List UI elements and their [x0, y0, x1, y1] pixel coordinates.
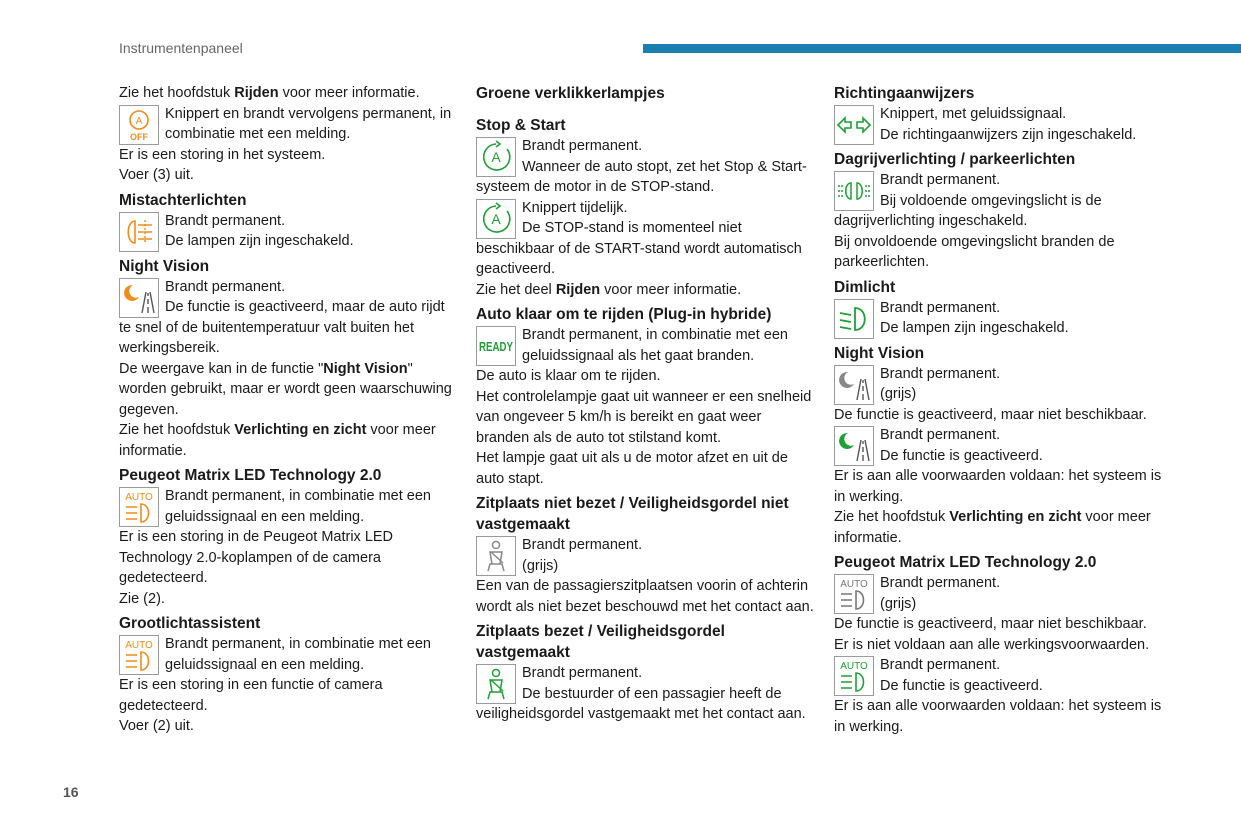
- auto-high-beam-icon: [119, 635, 159, 675]
- heading-matrix-led: Peugeot Matrix LED Technology 2.0: [119, 467, 382, 484]
- page-number: 16: [63, 784, 79, 800]
- entry-night-vision-grey: Brandt permanent. (grijs): [834, 364, 1169, 405]
- entry-dagrij: Brandt permanent. Bij voldoende omgevingslicht is de dagrijverlichting ingeschakeld.: [834, 172, 1102, 229]
- turn-signal-icon: [834, 105, 874, 145]
- text: Er is een storing in een functie of camera gedetecteerd.: [119, 677, 383, 714]
- seatbelt-grey-icon: [476, 536, 516, 576]
- svg-text:A: A: [491, 149, 501, 165]
- night-vision-icon: [119, 278, 159, 318]
- auto-headlamp-green-icon: [834, 656, 874, 696]
- text: Voer (3) uit.: [119, 167, 194, 183]
- text: De auto is klaar om te rijden.: [476, 368, 661, 384]
- entry-auto-off: A OFF Knippert en brandt vervolgens permanent, in combinatie met een melding.: [119, 104, 454, 145]
- heading-seat-on: Zitplaats bezet / Veiligheidsgordel vastgemaakt: [476, 623, 725, 661]
- heading-dimlicht: Dimlicht: [834, 278, 896, 296]
- heading-matrix-led-2: Peugeot Matrix LED Technology 2.0: [834, 554, 1097, 571]
- svg-text:READY: READY: [479, 339, 514, 354]
- entry-night-vision-green: Brandt permanent. De functie is geactiveerd.: [834, 425, 1169, 466]
- heading-stop-start: Stop & Start: [476, 117, 566, 134]
- entry-stop-start-2: A Knippert tijdelijk. De STOP-stand is momenteel niet beschikbaar of de START-stand wordt automatisch geactiveerd.: [476, 199, 802, 277]
- entry-seat-on: Brandt permanent. De bestuurder of een passagier heeft de veiligheidsgordel vastgemaakt met het contact aan.: [476, 665, 806, 722]
- column-1: [119, 83, 454, 737]
- text: Bij onvoldoende omgevingslicht branden de parkeerlichten.: [834, 233, 1115, 270]
- column-2: [476, 83, 816, 725]
- entry-stop-start-1: A Brandt permanent. Wanneer de auto stopt, zet het Stop & Start-systeem de motor in de STOP-stand.: [476, 138, 807, 195]
- ready-icon: [476, 326, 516, 366]
- svg-text:AUTO: AUTO: [840, 579, 868, 590]
- svg-text:AUTO: AUTO: [125, 492, 153, 503]
- rear-fog-light-icon: [119, 212, 159, 252]
- night-vision-green-icon: [834, 426, 874, 466]
- text: Zie het hoofdstuk Verlichting en zicht voor meer informatie.: [834, 509, 1151, 546]
- seatbelt-green-icon: [476, 664, 516, 704]
- entry-matrix-grey: AUTO Brandt permanent. (grijs): [834, 573, 1169, 614]
- text: Zie (2).: [119, 590, 165, 607]
- entry-richting: Knippert, met geluidssignaal. De richtingaanwijzers zijn ingeschakeld.: [834, 104, 1169, 145]
- text: Voer (2) uit.: [119, 718, 194, 734]
- entry-dimlicht: Brandt permanent. De lampen zijn ingeschakeld.: [834, 298, 1169, 339]
- dipped-beam-icon: [834, 299, 874, 339]
- auto-headlamp-grey-icon: [834, 574, 874, 614]
- heading-mist: Mistachterlichten: [119, 191, 247, 209]
- entry-matrix-led: AUTO Brandt permanent, in combinatie met een geluidssignaal en een melding.: [119, 486, 454, 527]
- svg-text:OFF: OFF: [130, 131, 148, 142]
- text: Het lampje gaat uit als u de motor afzet en uit de auto stapt.: [476, 450, 788, 487]
- heading-grootlicht: Grootlichtassistent: [119, 615, 261, 632]
- text: Het controlelampje gaat uit wanneer er een snelheid van ongeveer 5 km/h is bereikt en gaat weer branden als de auto tot stilstand komt.: [476, 388, 812, 446]
- text: Zie het deel Rijden voor meer informatie.: [476, 281, 742, 298]
- svg-text:A: A: [491, 210, 501, 227]
- text: Er is niet voldaan aan alle werkingsvoorwaarden.: [834, 636, 1150, 653]
- stop-start-icon: [476, 199, 516, 239]
- entry-night-vision: Brandt permanent. De functie is geactiveerd, maar de auto rijdt te snel of de buitentemperatuur valt buiten het werkingsbereik.: [119, 278, 445, 356]
- text: Er is aan alle voorwaarden voldaan: het systeem is in werking.: [834, 698, 1162, 735]
- text: Een van de passagierszitplaatsen voorin of achterin wordt als niet bezet beschouwd met het contact aan.: [476, 578, 814, 615]
- entry-ready: READY Brandt permanent, in combinatie met een geluidssignaal als het gaat branden.: [476, 325, 816, 366]
- daytime-lights-icon: [834, 171, 874, 211]
- text: De weergave kan in de functie "Night Vision" worden gebruikt, maar er wordt geen waarschuwing gegeven.: [119, 360, 452, 418]
- text: De functie is geactiveerd, maar niet beschikbaar.: [834, 616, 1147, 632]
- text: Zie het hoofdstuk Verlichting en zicht voor meer informatie.: [119, 422, 436, 459]
- entry-matrix-green: AUTO Brandt permanent. De functie is geactiveerd.: [834, 655, 1169, 696]
- auto-headlamp-icon: [119, 487, 159, 527]
- svg-text:AUTO: AUTO: [840, 661, 868, 672]
- text: Er is een storing in het systeem.: [119, 146, 326, 163]
- column-3: [834, 83, 1169, 737]
- svg-text:AUTO: AUTO: [125, 640, 153, 651]
- text: Er is aan alle voorwaarden voldaan: het systeem is in werking.: [834, 468, 1162, 505]
- svg-text:A: A: [135, 115, 143, 127]
- stop-start-off-icon: [119, 105, 159, 145]
- heading-dagrij: Dagrijverlichting / parkeerlichten: [834, 151, 1076, 168]
- text: Er is een storing in de Peugeot Matrix LED Technology 2.0-koplampen of de camera gedetecteerd.: [119, 529, 394, 586]
- header-accent-bar: [643, 44, 1241, 53]
- heading-night-vision: Night Vision: [119, 257, 210, 275]
- entry-mist: Brandt permanent. De lampen zijn ingeschakeld.: [119, 211, 454, 252]
- stop-start-icon: [476, 137, 516, 177]
- heading-green-lamps: Groene verklikkerlampjes: [476, 85, 665, 102]
- heading-night-vision-2: Night Vision: [834, 344, 925, 362]
- heading-richting: Richtingaanwijzers: [834, 85, 975, 102]
- intro-text: Zie het hoofdstuk Rijden voor meer informatie.: [119, 85, 420, 101]
- night-vision-grey-icon: [834, 365, 874, 405]
- text: De functie is geactiveerd, maar niet beschikbaar.: [834, 406, 1147, 423]
- header-title: Instrumentenpaneel: [119, 40, 243, 56]
- entry-seat-off: Brandt permanent. (grijs): [476, 535, 816, 576]
- heading-seat-off: Zitplaats niet bezet / Veiligheidsgordel niet vastgemaakt: [476, 495, 789, 533]
- heading-ready: Auto klaar om te rijden (Plug-in hybride): [476, 306, 772, 323]
- entry-grootlicht: AUTO Brandt permanent, in combinatie met een geluidssignaal en een melding.: [119, 634, 454, 675]
